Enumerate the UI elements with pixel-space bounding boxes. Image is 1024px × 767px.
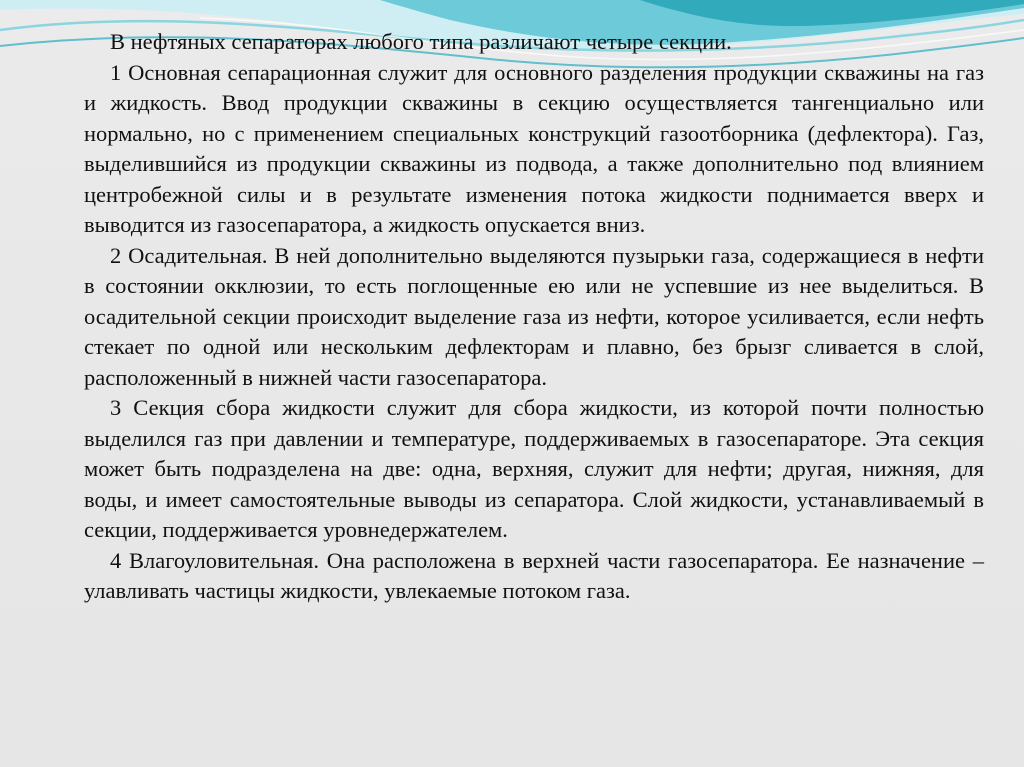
paragraph-section-4: 4 Влагоуловительная. Она расположена в верхней части газосепаратора. Ее назначение – улавливать частицы жидкости, увлекаемые потоком газа. <box>84 547 984 603</box>
paragraph-section-3: 3 Секция сбора жидкости служит для сбора жидкости, из которой почти полностью выделился газ при давлении и температуре, поддерживаемых в газосепараторе. Эта секция может быть подразделена на две: одна, верхняя, служит для нефти; другая, нижняя, для воды, и имеет самостоятельные выводы из сепаратора. Слой жидкости, устанавливаемый в секции, поддерживается уровнедержателем. <box>84 395 984 542</box>
text-body <box>84 27 984 607</box>
paragraph-section-1: 1 Основная сепарационная служит для основного разделения продукции скважины на газ и жидкость. Ввод продукции скважины в секцию осуществляется тангенциально или нормально, но с применением специальных конструкций газоотборника (дефлектора). Газ, выделившийся из продукции скважины из подвода, а также дополнительно под влиянием центробежной силы и в результате изменения потока жидкости поднимается вверх и выводится из газосепаратора, а жидкость опускается вниз. <box>84 59 984 237</box>
paragraph-intro: В нефтяных сепараторах любого типа различают четыре секции. <box>110 29 732 54</box>
paragraph-section-2: 2 Осадительная. В ней дополнительно выделяются пузырьки газа, содержащиеся в нефти в состоянии окклюзии, то есть поглощенные ею или не успевшие из нее выделиться. В осадительной секции происходит выделение газа из нефти, которое усиливается, если нефть стекает по одной или нескольким дефлекторам и плавно, без брызг сливается в слой, расположенный в нижней части газосепаратора. <box>84 242 984 390</box>
